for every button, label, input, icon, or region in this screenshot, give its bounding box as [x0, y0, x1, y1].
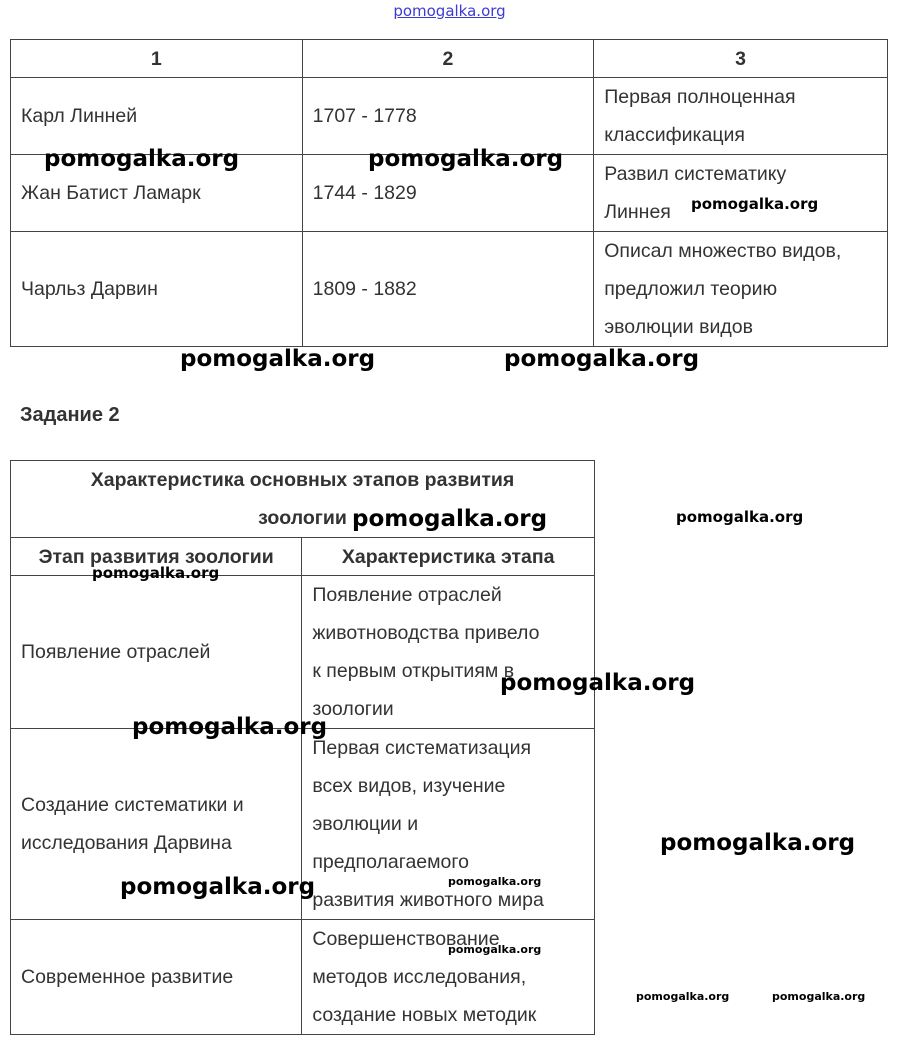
stage-line: Создание систематики и: [21, 794, 244, 816]
description-line: эволюции и: [312, 813, 419, 835]
contribution-line: Первая полноценная: [604, 86, 796, 108]
watermark: pomogalka.org: [676, 508, 804, 526]
scientists-table: [10, 39, 888, 347]
table-row: [11, 920, 595, 1035]
description-line: Совершенствование: [312, 928, 500, 950]
watermark: pomogalka.org: [448, 943, 542, 956]
watermark: pomogalka.org: [352, 506, 548, 532]
watermark: pomogalka.org: [180, 346, 376, 372]
watermark: pomogalka.org: [448, 875, 542, 888]
scientist-name: Карл Линней: [11, 78, 303, 155]
scientist-name: Жан Батист Ламарк: [11, 155, 303, 232]
watermark: pomogalka.org: [504, 346, 700, 372]
column-header-1: 1: [11, 40, 303, 78]
description-line: Появление отраслей: [312, 584, 502, 606]
scientist-contribution: [594, 78, 888, 155]
stage-description: [302, 729, 595, 920]
contribution-line: Развил систематику: [604, 163, 787, 185]
scientist-years: 1707 - 1778: [302, 78, 594, 155]
stage-line: Появление отраслей: [21, 641, 211, 663]
stage-name: [11, 576, 302, 729]
watermark: pomogalka.org: [636, 990, 730, 1003]
watermark: pomogalka.org: [500, 670, 696, 696]
top-watermark-link[interactable]: pomogalka.org: [393, 2, 506, 20]
stage-line: Современное развитие: [21, 966, 234, 988]
description-line: Первая систематизация: [312, 737, 532, 759]
column-header-2: 2: [302, 40, 594, 78]
column-header-stage: Этап развития зоологии: [11, 538, 302, 576]
scientist-name: Чарльз Дарвин: [11, 232, 303, 347]
description-line: методов исследования,: [312, 966, 527, 988]
task-2-heading: Задание 2: [20, 404, 120, 426]
description-line: развития животного мира: [312, 889, 544, 911]
stage-name: [11, 920, 302, 1035]
description-line: создание новых методик: [312, 1004, 537, 1026]
description-line: предполагаемого: [312, 851, 469, 873]
contribution-line: Описал множество видов,: [604, 240, 842, 262]
description-line: животноводства привело: [312, 622, 540, 644]
watermark: pomogalka.org: [691, 195, 819, 213]
watermark: pomogalka.org: [772, 990, 866, 1003]
scientist-contribution: [594, 232, 888, 347]
table-row: [11, 78, 888, 155]
contribution-line: предложил теорию: [604, 278, 778, 300]
scientist-contribution: [594, 155, 888, 232]
stage-description: [302, 576, 595, 729]
stage-description: [302, 920, 595, 1035]
scientist-years: 1809 - 1882: [302, 232, 594, 347]
watermark: pomogalka.org: [92, 564, 220, 582]
description-line: всех видов, изучение: [312, 775, 506, 797]
table-header-row: [11, 40, 888, 78]
watermark: pomogalka.org: [660, 830, 856, 856]
description-line: зоологии: [312, 698, 394, 720]
stage-line: исследования Дарвина: [21, 832, 232, 854]
table-title-line: зоологии: [258, 507, 347, 529]
description-line: к первым открытиям в: [312, 660, 515, 682]
scientist-years: 1744 - 1829: [302, 155, 594, 232]
watermark: pomogalka.org: [44, 146, 240, 172]
table-title-line: Характеристика основных этапов развития: [90, 469, 515, 491]
contribution-line: эволюции видов: [604, 316, 753, 338]
table-row: [11, 576, 595, 729]
column-header-3: 3: [594, 40, 888, 78]
watermark: pomogalka.org: [120, 874, 316, 900]
column-header-characteristic: Характеристика этапа: [302, 538, 595, 576]
watermark: pomogalka.org: [368, 146, 564, 172]
contribution-line: Линнея: [604, 201, 671, 223]
table-row: [11, 232, 888, 347]
watermark: pomogalka.org: [132, 714, 328, 740]
contribution-line: классификация: [604, 124, 745, 146]
